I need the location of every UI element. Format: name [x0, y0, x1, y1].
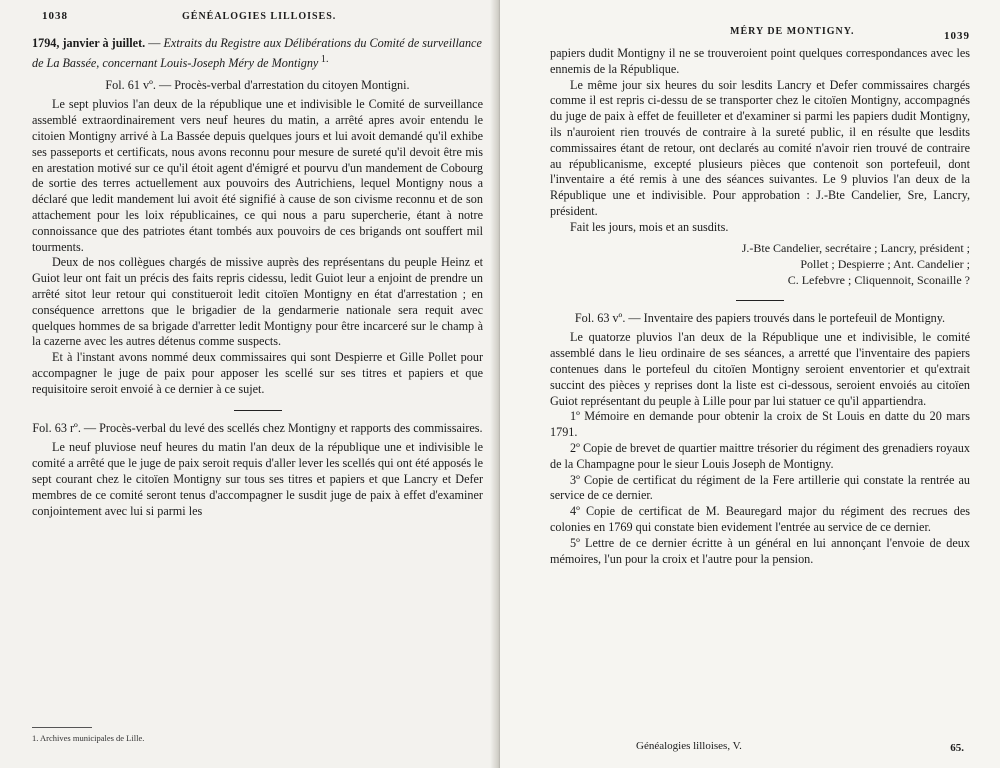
footnote-ref: 1.	[318, 53, 329, 65]
paragraph: Le sept pluvios l'an deux de la république une et indivisible le Comité de surveillance assemblé extraordinairement vers neuf heures du matin, a arrêté apres avoir entendu le citoien Montigny arrivé à La Bassée depuis quelques jours et lui avoit demandé qu'il exhibe ses passeports et certificats, nous avons reconnu pour mesure de sureté qu'il devoit être mis en arestation motivé sur ce qu'il étoit agent d'émigré et pourvu d'un mandement de Cobourg de sortie des terres actuellement aux pouvoirs des Autrichiens, lequel Montigny nous a déclaré que ledit mandement lui avoit été signifié à cause de son civisme reconnu et de son attachement pour les loix républicaines, ce qui nous a paru supercherie, étant à notre connoissance que des patriotes étant tombés aux pouvoirs de ces brigands ont souffert mil tourments.	[32, 97, 483, 254]
section-heading-fol61: Fol. 61 vº. — Procès-verbal d'arrestation du citoyen Montigni.	[105, 77, 410, 92]
footnote: 1. Archives municipales de Lille.	[32, 733, 145, 743]
paragraph: papiers dudit Montigny il ne se trouveroient point quelques correspondances avec les ennemis de la République.	[550, 46, 970, 76]
document-heading-title: Extraits du Registre aux Délibérations du Comité de surveillance de La Bassée, concernant Louis-Joseph Méry de Montigny	[32, 36, 482, 70]
paragraph: Le quatorze pluvios l'an deux de la République une et indivisible, le comité assemblé dans le lieu ordinaire de ses séances, a arretté que l'inventaire des papiers contenues dans le portefeul du citoïen Montigny seroient enventorier et qu'extrait succint des pièces y reprises dont la liste est ci-dessous, seroient envoiés au citoïen Guiot représentant du peuple à Lille pour par lui statuer ce qu'il appartiendra.	[550, 330, 970, 408]
paragraph: Le même jour six heures du soir lesdits Lancry et Defer commissaires chargés comme il est repris ci-dessu de se transporter chez le citoïen Montigny, accompagnés du juge de paix à effet de feuilleter et d'examiner si parmi les papiers dudit Montigny, ils n'auroient rien trouvés de contraire à la sureté public, il en résulte que lesdits commissaires étant de retour, ont declarés au comité n'avoir rien trouvé de contraire au républicanisme, excepté plusieurs pièces que contenoit son portefeuil, dont l'inventaire a été remis à une des séances suivantes. Le 9 pluvios l'an deux de la République une et indivisible. Pour approbation : J.-Bte Candelier, Sre, Lancry, président.	[550, 77, 970, 218]
section-heading-fol63v: Fol. 63 vº. — Inventaire des papiers trouvés dans le portefeuil de Montigny.	[574, 310, 946, 325]
signature-line: C. Lefebvre ; Cliquennoit, Sconaille ?	[787, 272, 970, 287]
continuation-text	[550, 46, 970, 236]
section-divider	[736, 300, 784, 301]
sheet-number: 65.	[950, 742, 964, 754]
section-divider	[234, 410, 282, 411]
signature-line: J.-Bte Candelier, secrétaire ; Lancry, président ;	[741, 240, 970, 255]
section-heading-fol63r: Fol. 63 rº. — Procès-verbal du levé des scellés chez Montigny et rapports des commissaires.	[32, 420, 483, 435]
paragraph: Deux de nos collègues chargés de missive auprès des représentans du peuple Heinz et Guiot leur ont fait un précis des faits repris cidessu, ledit Guiot leur a enjoint de prendre un arrêté sitot leur retour qui constitueroit ledit citoïen Montigny en état d'arrestation ; en conséquence arrettons que le brigadier de la gendarmerie nationale sera requit avec quelques hommes de sa brigade d'arretter ledit Montigny pour être incarceré sur le champ à la cazerne avec les autres détenus comme suspects.	[32, 255, 483, 349]
signatures	[550, 240, 970, 288]
signature-line: Pollet ; Despierre ; Ant. Candelier ;	[800, 256, 970, 271]
left-running-title: GÉNÉALOGIES LILLOISES.	[182, 11, 337, 22]
left-page	[0, 0, 497, 768]
section-body-fol61	[32, 97, 483, 397]
paragraph: Le neuf pluviose neuf heures du matin l'an deux de la république une et indivisible le comité a arrêté que le juge de paix seroit requis d'aller lever les scellés qui ont été apposés le sept courant chez le citoïen Montigny sur tous ses titres et papiers et que Lancry et Defer membres de ce comité seront tenus d'accompagner le susdit juge de paix à effet d'examiner conjointement avec lui si parmi les	[32, 440, 483, 518]
left-running-head	[32, 8, 483, 30]
closing-line: Fait les jours, mois et an susdits.	[570, 219, 729, 234]
document-heading-dash: —	[145, 36, 164, 50]
footnote-divider	[32, 727, 92, 728]
inventory-item: 2º Copie de brevet de quartier maittre trésorier du régiment des grenadiers royaux de la Champagne pour le sieur Louis Joseph de Montigny.	[550, 440, 970, 471]
document-date: 1794, janvier à juillet.	[32, 36, 146, 50]
right-running-head	[550, 10, 970, 42]
right-page-number: 1039	[944, 30, 970, 42]
left-page-number: 1038	[42, 10, 68, 22]
inventory-item: 1º Mémoire en demande pour obtenir la croix de St Louis en datte du 20 mars 1791.	[550, 409, 970, 440]
right-page	[500, 0, 1000, 768]
inventory-item: 4º Copie de certificat de M. Beauregard major du régiment des recrues des colonies en 1769 qui constate bien evidement l'entrée au service de ce dernier.	[550, 504, 970, 534]
document-heading	[32, 36, 483, 72]
paragraph: Et à l'instant avons nommé deux commissaires qui sont Despierre et Gille Pollet pour accompagner le juge de paix pour apposer les scellé sur ses titres et papiers et que requisitoire seroit envoié à ce dernier à ce sujet.	[32, 350, 483, 396]
section-body-fol63r	[32, 440, 483, 519]
right-running-title: MÉRY DE MONTIGNY.	[730, 26, 855, 37]
footer-title: Généalogies lilloises, V.	[636, 740, 742, 752]
inventory-item: 3º Copie de certificat du régiment de la Fere artillerie qui constate la rentrée au service de ce dernier.	[550, 472, 970, 503]
right-page-footer	[550, 740, 970, 758]
inventory-item: 5º Lettre de ce dernier écritte à un général en lui annonçant l'envoie de deux mémoires, l'un pour la croix et l'autre pour la pension.	[550, 535, 970, 566]
section-body-fol63v	[550, 330, 970, 567]
